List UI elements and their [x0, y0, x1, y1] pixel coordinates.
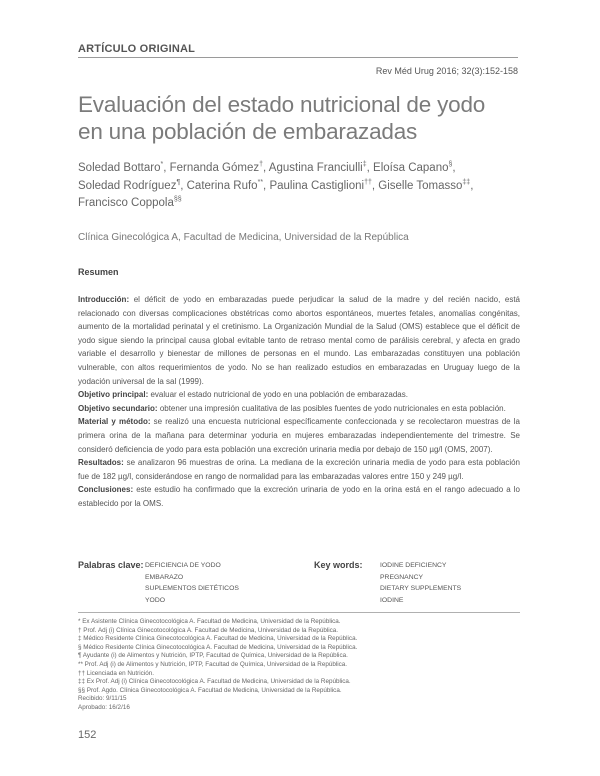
keywords-list-es — [145, 560, 239, 606]
author-name: Paulina Castiglioni — [269, 179, 365, 192]
author-name: Soledad Rodríguez — [78, 179, 177, 192]
abstract-objetivo-principal: Objetivo principal: evaluar el estado nutricional de yodo en una población de embarazadas. — [78, 390, 408, 400]
keyword: EMBARAZO — [145, 573, 184, 581]
footnote: * Ex Asistente Clínica Ginecotocológica A. Facultad de Medicina, Universidad de la República. — [78, 618, 341, 625]
author-mark: †† — [364, 178, 372, 186]
author-line-2: Soledad Rodríguez¶, Caterina Rufo**, Paulina Castiglioni††, Giselle Tomasso‡‡, — [78, 178, 474, 192]
keywords-label-es: Palabras clave: — [78, 560, 144, 570]
author-mark: ¶ — [176, 178, 181, 186]
approved-date: Aprobado: 16/2/16 — [78, 703, 130, 711]
author-mark: § — [448, 161, 453, 169]
keyword: DEFICIENCIA DE YODO — [145, 562, 221, 569]
author-line-1: Soledad Bottaro*, Fernanda Gómez†, Agustina Franciulli‡, Eloísa Capano§, — [78, 161, 456, 174]
abstract-objetivo-secundario: Objetivo secundario: obtener una impresión cualitativa de las posibles fuentes de yodo nutricionales en esta población. — [78, 403, 506, 413]
footnote: ** Prof. Adj (i) de Alimentos y Nutrición, IPTP, Facultad de Química, Universidad de la República. — [78, 660, 348, 668]
footnote: ¶ Ayudante (i) de Alimentos y Nutrición, IPTP, Facultad de Química, Universidad de la República. — [78, 652, 348, 660]
footnote: ‡ Médico Residente Clínica Ginecotocológica A. Facultad de Medicina, Universidad de la República. — [78, 635, 358, 643]
footnotes — [78, 618, 518, 713]
keyword: DIETARY SUPPLEMENTS — [380, 585, 462, 593]
keyword: PREGNANCY — [380, 573, 424, 581]
keyword: IODINE DEFICIENCY — [380, 562, 447, 569]
abstract-conclusiones: Conclusiones: este estudio ha confirmado que la excreción urinaria de yodo en la orina está en el rango adecuado a lo establecido por la OMS. — [78, 485, 520, 508]
abstract-introduccion: Introducción: el déficit de yodo en embarazadas puede perjudicar la salud de la madre y del recién nacido, está relacionado con diversas complicaciones obstétricas como abortos espontáneos, muertes fetales, anomalías congénitas, aumento de la mortalidad perinatal y el cretinismo. La Organización Mundial de la Salud (OMS) establece que el déficit de yodo sigue siendo la principal causa global evitable tanto de retraso mental como de parálisis cerebral, y afecta en grado variable el desarrollo y bienestar de millones de personas en el mundo. Las embarazadas constituyen una población vulnerable, con altos requerimientos de yodo. No se han realizado estudios en embarazadas en Uruguay luego de la yodación universal de la sal (1999). — [78, 295, 520, 386]
author-name: Eloísa Capano — [373, 162, 449, 174]
keyword: YODO — [145, 596, 166, 604]
footnote: ‡‡ Ex Prof. Adj (i) Clínica Ginecotocológica A. Facultad de Medicina, Universidad de la República. — [78, 678, 351, 686]
author-mark: ‡ — [362, 161, 367, 169]
article-title — [78, 91, 518, 145]
footnote: † Prof. Adj (i) Clínica Ginecotocológica A. Facultad de Medicina, Universidad de la República. — [78, 626, 339, 634]
footnote: †† Licenciada en Nutrición. — [78, 669, 154, 677]
abstract-resultados: Resultados: se analizaron 96 muestras de orina. La mediana de la excreción urinaria media de yodo para esta población fue de 182 µg/l, considerándose en rango de normalidad para las embarazadas valores entre 150 y 249 µg/l. — [78, 458, 520, 481]
section-label: ARTÍCULO ORIGINAL — [78, 43, 196, 55]
author-name: Francisco Coppola — [78, 197, 174, 209]
footnote: § Médico Residente Clínica Ginecotocológica A. Facultad de Medicina, Universidad de la República. — [78, 643, 358, 651]
abstract-heading: Resumen — [78, 267, 119, 277]
keyword: IODINE — [380, 596, 404, 604]
title-line-1: Evaluación del estado nutricional de yodo — [78, 92, 486, 117]
author-mark: ‡‡ — [462, 178, 471, 186]
header-divider — [78, 57, 518, 58]
author-name: Caterina Rufo — [186, 179, 258, 192]
keywords-list-en — [380, 560, 461, 606]
author-name: Giselle Tomasso — [378, 179, 463, 192]
author-name: Soledad Bottaro — [78, 162, 161, 174]
author-mark: ** — [257, 178, 264, 186]
keywords-label-en: Key words: — [314, 560, 363, 570]
journal-reference: Rev Méd Urug 2016; 32(3):152-158 — [375, 66, 518, 76]
page-number: 152 — [78, 729, 97, 741]
author-mark: §§ — [173, 196, 182, 204]
author-mark: * — [160, 161, 164, 169]
received-date: Recibido: 9/11/15 — [78, 695, 127, 703]
footnote: §§ Prof. Agdo. Clínica Ginecotocológica A. Facultad de Medicina, Universidad de la República. — [78, 686, 342, 694]
abstract-body — [78, 293, 520, 511]
author-mark: † — [259, 161, 264, 169]
author-line-3 — [78, 195, 518, 213]
footnote-divider — [78, 612, 520, 613]
abstract-metodo: Material y método: se realizó una encuesta nutricional específicamente confeccionada y se recolectaron muestras de la primera orina de la mañana para determinar yoduria en mujeres embarazadas independientemente del trimestre. Se consideró deficiencia de yodo para esta población una excreción urinaria media por debajo de 150 µg/l (OMS, 2007). — [78, 417, 520, 454]
author-list — [78, 160, 518, 213]
author-name: Fernanda Gómez — [169, 162, 260, 174]
title-line-2: en una población de embarazadas — [78, 119, 418, 144]
author-name: Agustina Franciulli — [268, 162, 363, 174]
keyword: SUPLEMENTOS DIETÉTICOS — [145, 585, 239, 593]
affiliation: Clínica Ginecológica A, Facultad de Medicina, Universidad de la República — [78, 232, 409, 243]
